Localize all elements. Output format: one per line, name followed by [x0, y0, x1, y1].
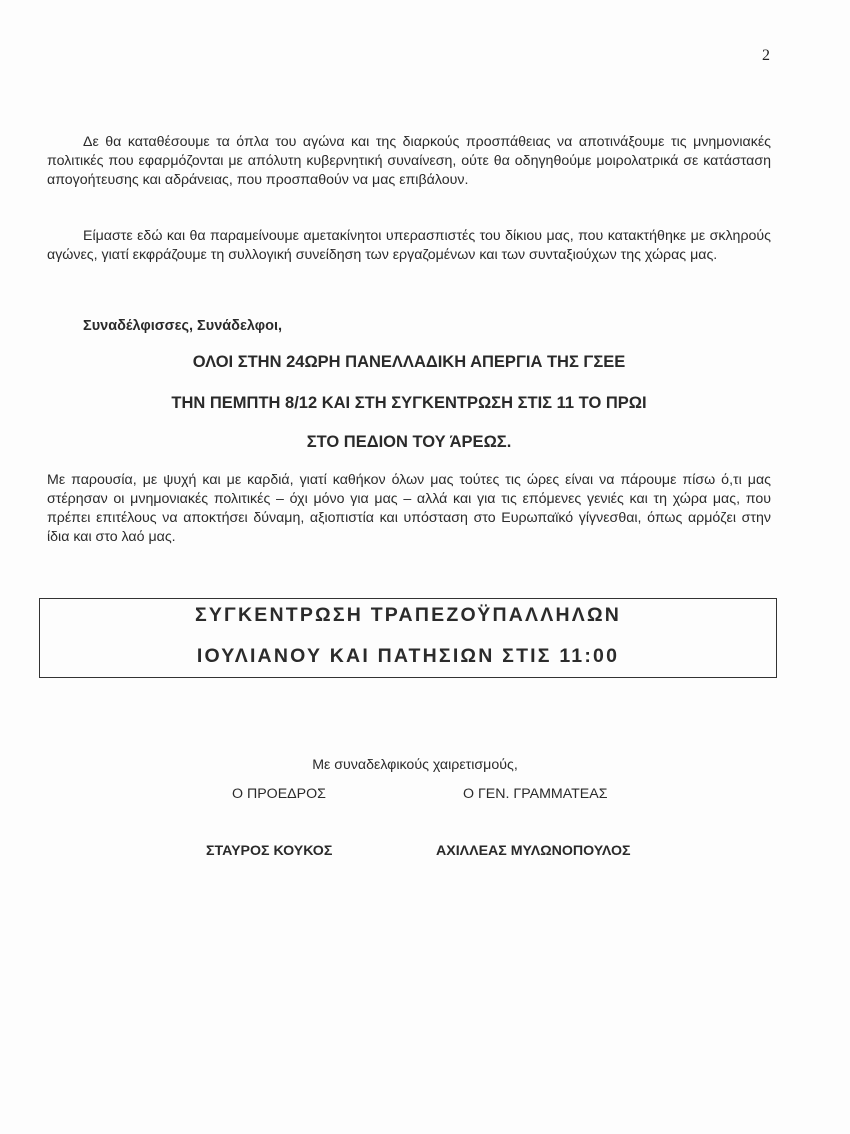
president-title: Ο ΠΡΟΕΔΡΟΣ	[232, 786, 326, 802]
paragraph-3: Με παρουσία, με ψυχή και με καρδιά, γιατί καθήκον όλων μας τούτες τις ώρες είναι να πάρουμε πίσω ό,τι μας στέρησαν οι μνημονιακές πολιτικές – όχι μόνο για μας – αλλά και για τις επόμενες γενιές και τη χώρα μας, που πρέπει επιτέλους να αποκτήσει δύναμη, αξιοπιστία και υπόσταση στο Ευρωπαϊκό γίγνεσθαι, όπως αρμόζει στην ίδια και στο λαό μας.	[47, 472, 771, 545]
closing-salutation: Με συναδελφικούς χαιρετισμούς,	[312, 757, 518, 773]
page-number: 2	[762, 47, 770, 64]
paragraph-1: Δε θα καταθέσουμε τα όπλα του αγώνα και της διαρκούς προσπάθειας να αποτινάξουμε τις μνημονιακές πολιτικές που εφαρμόζονται με απόλυτη κυβερνητική συναίνεση, ούτε θα οδηγηθούμε μοιρολατρικά σε κατάσταση απογοήτευσης και αδράνειας, που προσπαθούν να μας επιβάλουν.	[47, 134, 771, 188]
greeting: Συναδέλφισσες, Συνάδελφοι,	[83, 318, 283, 334]
rally-notice-box	[39, 598, 777, 678]
secretary-title: Ο ΓΕΝ. ΓΡΑΜΜΑΤΕΑΣ	[463, 786, 608, 802]
headline-line-2: ΤΗΝ ΠΕΜΠΤΗ 8/12 ΚΑΙ ΣΤΗ ΣΥΓΚΕΝΤΡΩΣΗ ΣΤΙΣ 11 ΤΟ ΠΡΩΙ	[171, 394, 647, 412]
rally-notice-line-2: ΙΟΥΛΙΑΝΟΥ ΚΑΙ ΠΑΤΗΣΙΩΝ ΣΤΙΣ 11:00	[196, 645, 620, 667]
headline-line-1: ΟΛΟΙ ΣΤΗΝ 24ΩΡΗ ΠΑΝΕΛΛΑΔΙΚΗ ΑΠΕΡΓΙΑ ΤΗΣ ΓΣΕΕ	[192, 353, 626, 371]
headline-line-3: ΣΤΟ ΠΕΔΙΟΝ ΤΟΥ ΆΡΕΩΣ.	[306, 433, 512, 451]
president-name: ΣΤΑΥΡΟΣ ΚΟΥΚΟΣ	[206, 843, 333, 859]
paragraph-2: Είμαστε εδώ και θα παραμείνουμε αμετακίνητοι υπερασπιστές του δίκιου μας, που κατακτήθηκε με σκληρούς αγώνες, γιατί εκφράζουμε τη συλλογική συνείδηση των εργαζομένων και των συνταξιούχων της χώρας μας.	[47, 228, 771, 263]
secretary-name: ΑΧΙΛΛΕΑΣ ΜΥΛΩΝΟΠΟΥΛΟΣ	[436, 843, 631, 859]
rally-notice-line-1: ΣΥΓΚΕΝΤΡΩΣΗ ΤΡΑΠΕΖΟΫΠΑΛΛΗΛΩΝ	[194, 604, 622, 626]
